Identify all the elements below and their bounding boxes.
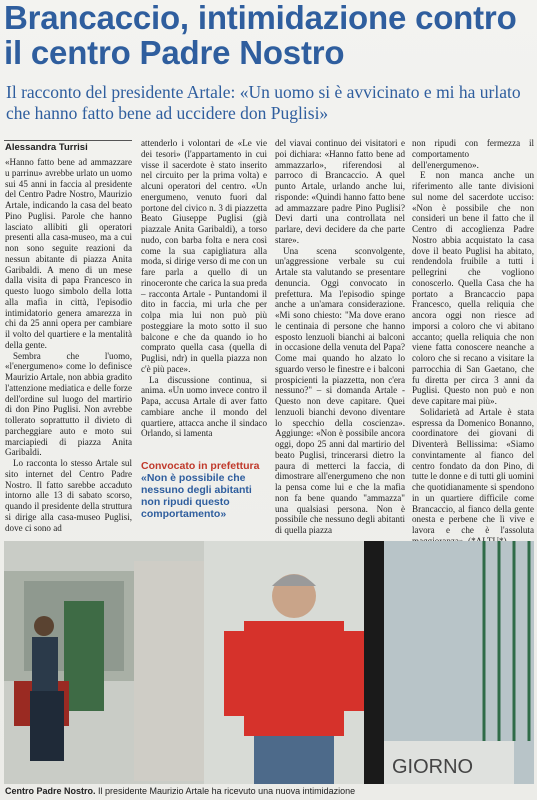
author-rule	[4, 140, 132, 141]
paragraph: non ripudi con fermezza il comportamento dell'energumeno».	[412, 138, 534, 170]
caption-bold: Centro Padre Nostro.	[5, 786, 96, 796]
paragraph: Lo racconta lo stesso Artale sul sito internet del Centro Padre Nostro. Il fatto sarebbe accaduto intorno alle 13 di sabato scorso, quando il presidente della struttura si dirige alla casa-museo Puglisi, dove ci sono ad	[5, 458, 132, 533]
author-byline: Alessandra Turrisi	[5, 142, 88, 153]
article-column-1	[5, 157, 132, 535]
pull-quote-text: «Non è possibile che nessuno degli abitanti non ripudi questo comportamento»	[141, 472, 252, 520]
subheadline: Il racconto del presidente Artale: «Un uomo si è avvicinato e mi ha urlato che hanno fatto bene ad uccidere don Puglisi»	[6, 82, 521, 123]
article-column-2	[141, 138, 267, 456]
headline: Brancaccio, intimidazione contro il centro Padre Nostro	[4, 0, 517, 71]
paragraph: La discussione continua, si anima. «Un uomo invece contro il Papa, accusa Artale di aver fatto cambiare anche il mondo del quartiere, attacca anche il sindaco Orlando, si lamenta	[141, 374, 267, 439]
paragraph: E non manca anche un riferimento alle tante divisioni sul nome del sacerdote ucciso: «Non è possibile che non consideri un bene il fatto che il Centro di accoglienza Padre Nostro abbia acquistato la casa dove il beato Puglisi ha abitato, rendendola fruibile a tutti i pellegrini che vogliono conoscerlo. Quella Casa che ha portato a Brancaccio papa Francesco, quella reliquia che ancora oggi non riesce ad imporsi a coloro che vi abitano accanto; quella reliquia che non viene fatta conoscere neanche a coloro che si recano a visitare la parrocchia di San Gaetano, che fu diretta per circa 3 anni da Puglisi. Questo non può e non deve capitare mai più».	[412, 170, 534, 406]
article-column-3	[275, 138, 405, 535]
article-column-4	[412, 138, 534, 535]
article-photo	[4, 541, 534, 784]
caption-text: Il presidente Maurizio Artale ha ricevuto una nuova intimidazione	[95, 786, 356, 796]
paragraph: attenderlo i volontari de «Le vie dei tesori» (l'appartamento in cui visse il sacerdote è stato inserito nel circuito per la prima volta) e alcuni operatori del centro. «Un energumeno, venuto fuori dal portone del civico n. 3 di piazzetta Beato Giuseppe Puglisi (già piazzale Anita Garibaldi), a torso nudo, con barba folta e nera così come la sua capigliatura alla moda, si dirige verso di me con un fare parla a quello di un rinoceronte che carica la sua preda – racconta Artale - Puntandomi il dito in faccia, mi urla che per colpa mia lui non può più posteggiare la moto sotto il suo balcone e che da quando io ho comprato quella casa (quella di Puglisi, ndr) in quella piazza non c'è più pace».	[141, 138, 267, 374]
paragraph: Solidarietà ad Artale è stata espressa da Domenico Bonanno, coordinatore dei giovani di Diventerà Bellissima: «Siamo convintamente al fianco del centro fondato da don Pino, di tutte le donne e di tutti gli uomini che quotidianamente si spendono in un quartiere difficile come Brancaccio, al fianco della gente onesta e perbene che lì vive e lavora e che è l'assoluta	[412, 406, 534, 535]
photo-caption	[5, 786, 535, 796]
photo-illustration	[4, 541, 534, 784]
paragraph: «Hanno fatto bene ad ammazzare u parrinu» avrebbe urlato un uomo sui 45 anni in faccia al presidente del Centro Padre Nostro, Maurizio Artale, indicando la casa del beato Pino Puglisi. Parole che hanno lasciato allibiti gli operatori presenti alla casa-museo, ma a cui non sono seguite reazioni da nessun abitante di piazza Anita Garibaldi. A meno di un mese dalla visita di papa Francesco in questo luogo simbolo della lotta alla mafia in città, l'episodio intimidatorio genera amarezza in chi da 25 anni opera per cambiare il volto del quartiere e la mentalità della gente.	[5, 157, 132, 350]
pull-quote-box	[141, 460, 267, 522]
paragraph: Una scena sconvolgente, un'aggressione verbale su cui Artale sta valutando se presentare denuncia. Oggi convocato in prefettura. Ma l'episodio spinge anche a un'amara considerazione. «Mi sono chiesto: "Ma dove erano le centinaia di persone che hanno esposto lenzuoli bianchi ai balconi in occasione della venuta del Papa? Come mai quando ho alzato lo sguardo verso le finestre e i balconi prospicienti la piazzetta, non c'era nessuno?" – si domanda Artale - Questo non deve capitare. Quei lenzuoli bianchi devono diventare lo specchio della coscienza». Aggiunge: «Non è possibile ancora oggi, dopo 25 anni dal martirio del beato Puglisi, trincerarsi dietro la paura di metterci la faccia, di dimostrare all'energumeno che non la pensa come lui e che la mafia non fa bene quando "ammazza" una qualsiasi persona. Non è possibile che nessuno degli abitanti di quella piazza	[275, 245, 405, 535]
photo-sign-text: GIORNO	[392, 756, 474, 778]
pull-quote-kicker: Convocato in prefettura	[141, 460, 260, 472]
paragraph: Sembra che l'uomo, «l'energumeno» come lo definisce Maurizio Artale, non abbia gradito l'attenzione mediatica e delle forze dell'ordine sul luogo del martirio di don Pino Puglisi. Non avrebbe tollerato soprattutto il divieto di parcheggiare auto e moto sui marciapiedi di piazza Anita Garibaldi.	[5, 350, 132, 458]
paragraph: del viavai continuo dei visitatori e poi dichiara: «Hanno fatto bene ad ammazzarlo», riferendosi al parroco di Brancaccio. A quel punto Artale, urlando anche lui, risponde: «Quindi hanno fatto bene ad ammazzare padre Pino Puglisi? Devi darti una controllata nel parlare, devi decidere da che parte stare».	[275, 138, 405, 245]
